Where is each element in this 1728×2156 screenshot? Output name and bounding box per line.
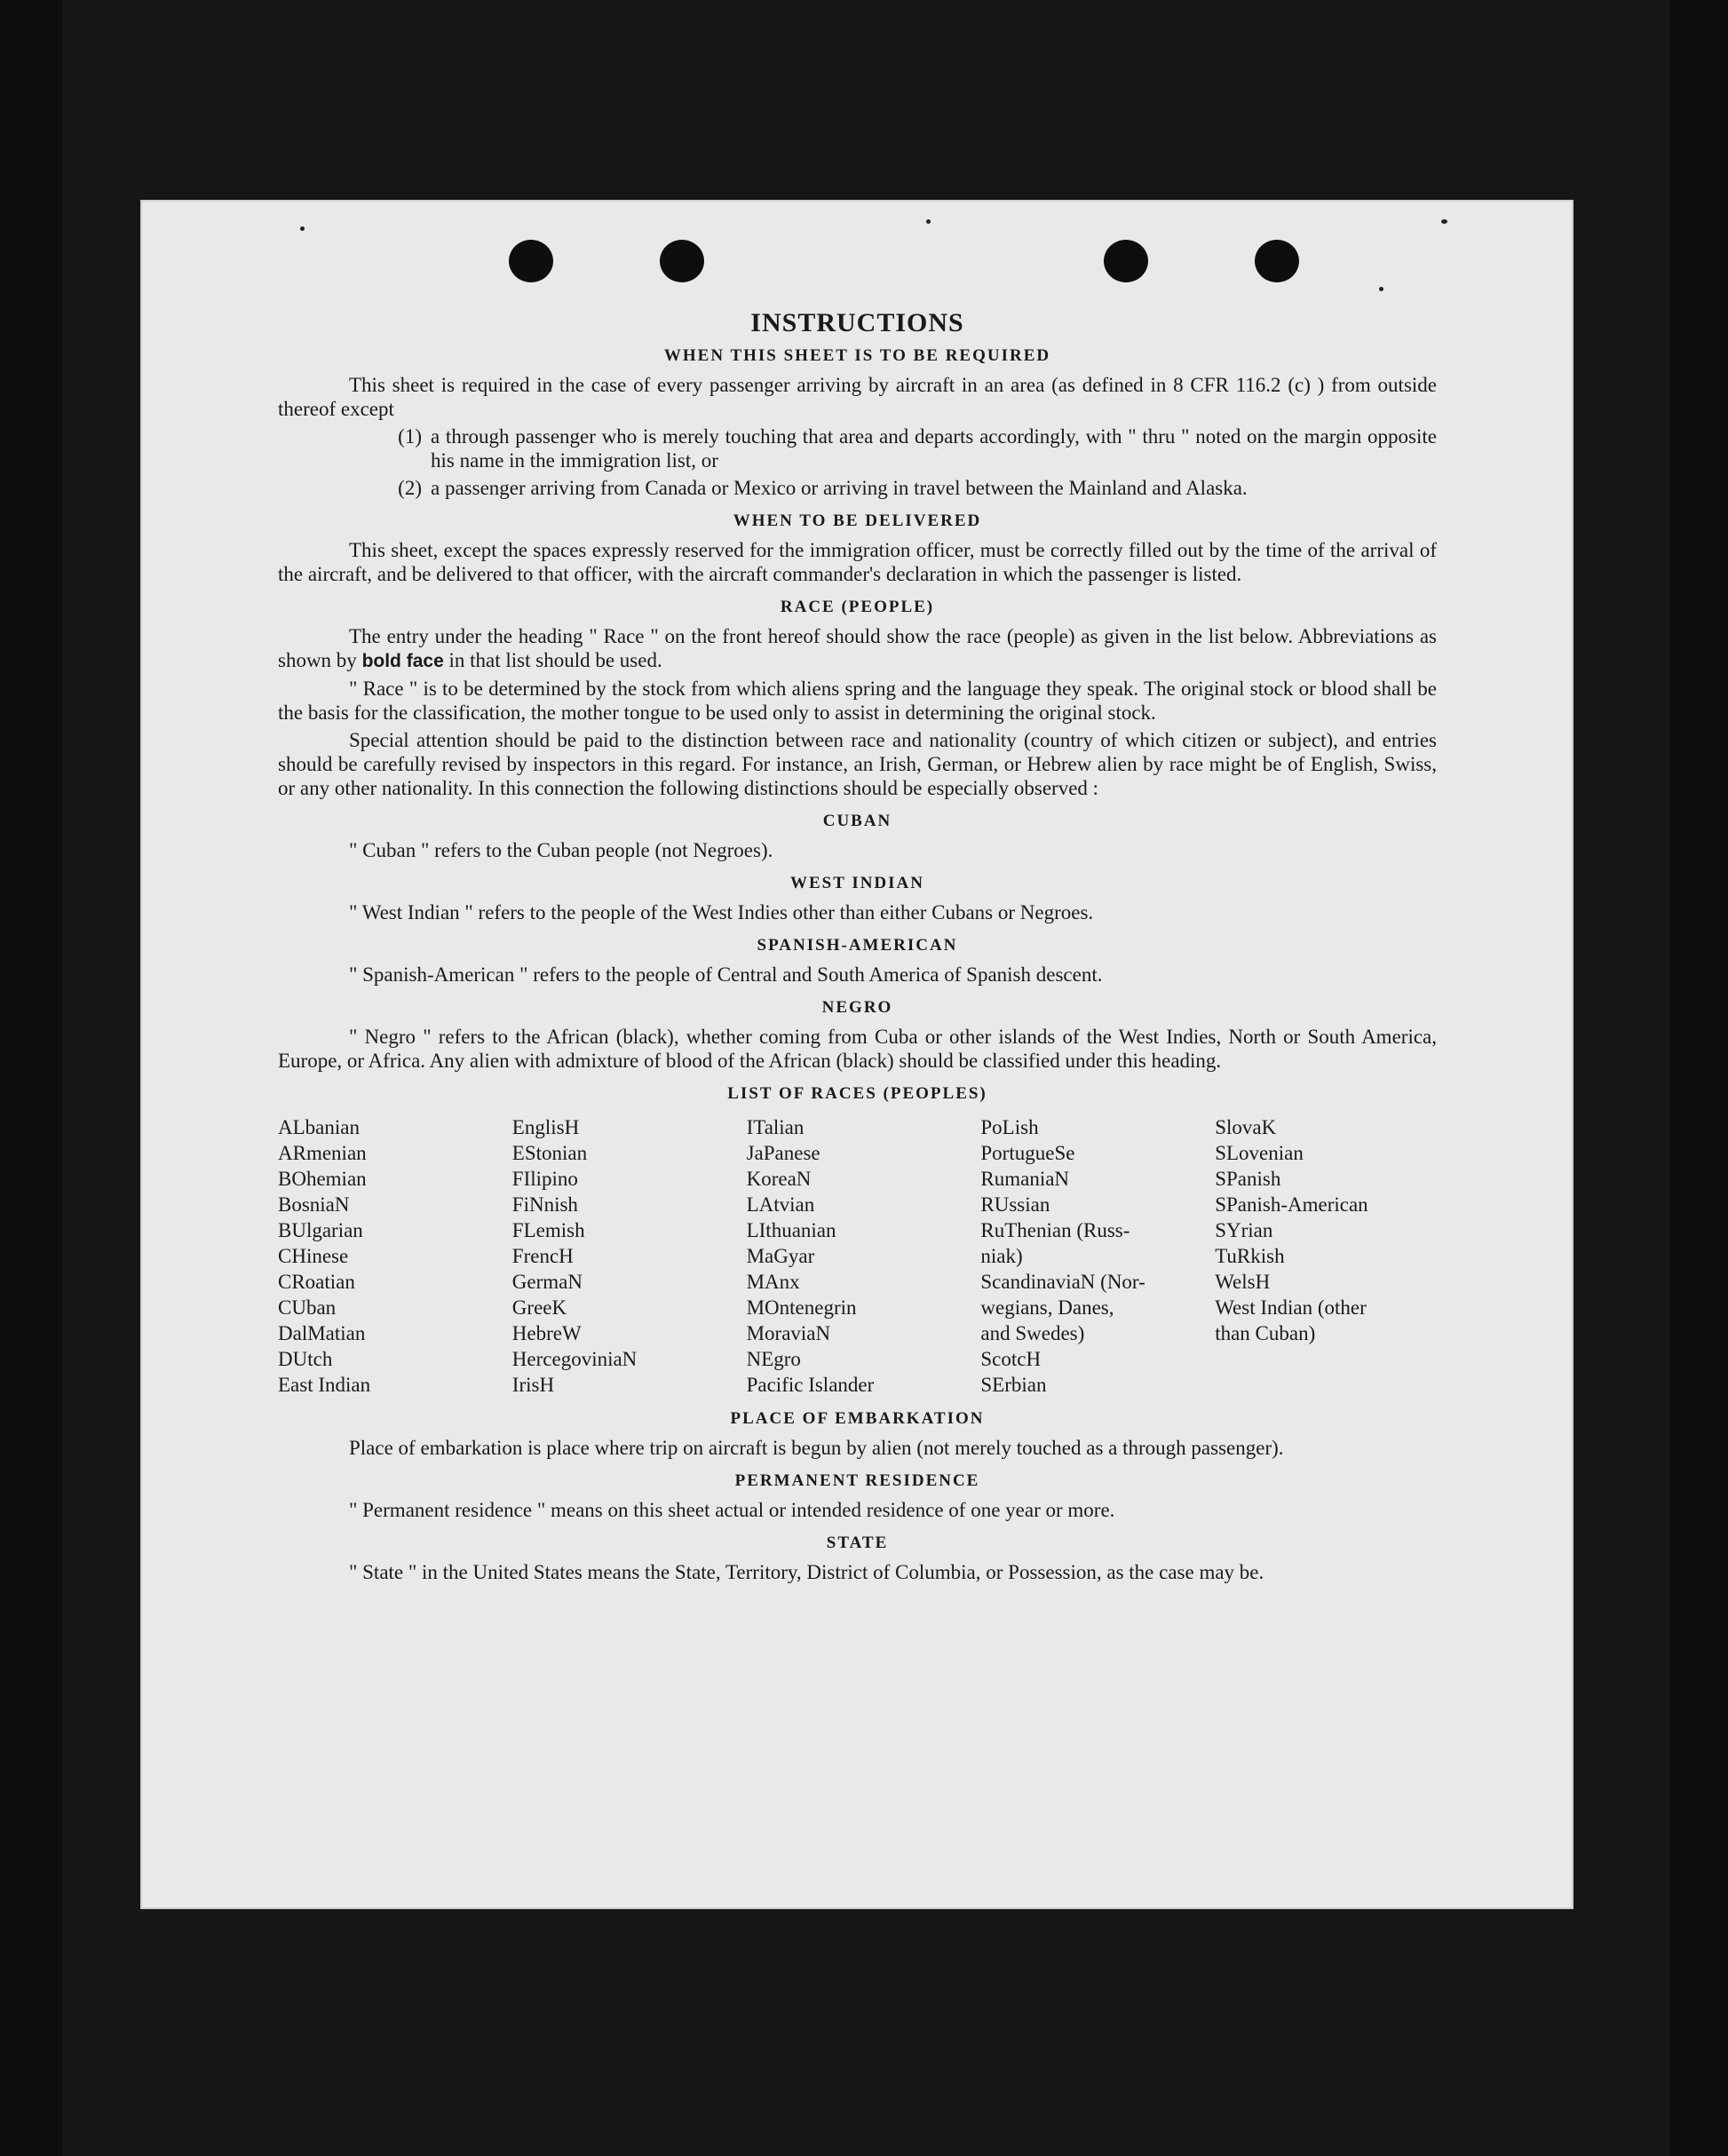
race-entry: MoraviaN bbox=[746, 1322, 831, 1344]
heading-state: STATE bbox=[826, 1534, 889, 1552]
race-entry: PoLish bbox=[980, 1116, 1039, 1138]
speck bbox=[926, 219, 931, 224]
exception-item bbox=[278, 476, 1437, 500]
punch-hole bbox=[1104, 240, 1148, 282]
race-entry: Pacific Islander bbox=[746, 1374, 875, 1396]
negro-text: " Negro " refers to the African (black), whether coming from Cuba or other islands of the West Indies, North or South America, Europe, or Africa. Any alien with admixture of blood of the African (black) should be classified under this heading. bbox=[278, 1026, 1437, 1072]
race-entry: BOhemian bbox=[278, 1168, 367, 1190]
spanish-american-text: " Spanish-American " refers to the people of Central and South America of Spanish descent. bbox=[349, 963, 1103, 986]
race-paragraph-1 bbox=[278, 624, 1437, 673]
race-paragraph-2: " Race " is to be determined by the stock from which aliens spring and the language they speak. The original stock or blood shall be the basis for the classification, the mother tongue to be used only to assist in determining the original stock. bbox=[278, 678, 1437, 724]
race-entry: KoreaN bbox=[746, 1168, 812, 1190]
heading-list-of-races: LIST OF RACES (PEOPLES) bbox=[727, 1084, 987, 1103]
document-sheet bbox=[140, 200, 1573, 1909]
race-entry: GreeK bbox=[511, 1296, 567, 1319]
races-column bbox=[512, 1114, 734, 1398]
race-p1-bold: bold face bbox=[361, 651, 444, 671]
race-entry: EStonian bbox=[511, 1142, 588, 1164]
races-column bbox=[1215, 1114, 1437, 1398]
race-entry: LAtvian bbox=[746, 1193, 815, 1216]
race-entry: EnglisH bbox=[511, 1116, 580, 1138]
race-entry: FLemish bbox=[511, 1219, 585, 1241]
exception-list bbox=[278, 424, 1437, 500]
heading-residence: PERMANENT RESIDENCE bbox=[734, 1471, 980, 1490]
race-entry: RUssian bbox=[980, 1193, 1050, 1216]
speck bbox=[1379, 287, 1383, 291]
race-entry: IrisH bbox=[511, 1374, 555, 1396]
race-entry: PortugueSe bbox=[980, 1142, 1075, 1164]
delivered-text: This sheet, except the spaces expressly reserved for the immigration officer, must be correctly filled out by the time of the arrival of the aircraft, and be delivered to that officer, with the aircraft commander's declaration in which the passenger is listed. bbox=[278, 539, 1437, 585]
race-p1-end: in that list should be used. bbox=[443, 649, 662, 671]
race-entry: FrencH bbox=[511, 1245, 574, 1267]
heading-negro: NEGRO bbox=[821, 998, 893, 1017]
race-entry: DUtch bbox=[278, 1348, 333, 1370]
race-entry: SErbian bbox=[980, 1374, 1047, 1396]
race-entry: RumaniaN bbox=[980, 1168, 1070, 1190]
race-entry: HercegoviniaN bbox=[511, 1348, 638, 1370]
punch-hole bbox=[509, 240, 553, 282]
heading-embarkation: PLACE OF EMBARKATION bbox=[730, 1409, 985, 1428]
race-entry: DalMatian bbox=[278, 1322, 366, 1344]
heading-west-indian: WEST INDIAN bbox=[790, 874, 924, 892]
races-column bbox=[747, 1114, 969, 1398]
cuban-text: " Cuban " refers to the Cuban people (not Negroes). bbox=[349, 839, 773, 861]
exception-number: (2) bbox=[398, 477, 422, 499]
heading-race: RACE (PEOPLE) bbox=[780, 598, 935, 616]
residence-text: " Permanent residence " means on this sheet actual or intended residence of one year or more. bbox=[349, 1499, 1115, 1521]
race-entry: SlovaK bbox=[1215, 1116, 1277, 1138]
race-entry: FIlipino bbox=[511, 1168, 578, 1190]
race-entry: SLovenian bbox=[1215, 1142, 1304, 1164]
race-entry: East Indian bbox=[278, 1374, 371, 1396]
embarkation-text: Place of embarkation is place where trip on aircraft is begun by alien (not merely touched as a through passenger). bbox=[349, 1437, 1284, 1459]
west-indian-text: " West Indian " refers to the people of the West Indies other than either Cubans or Negroes. bbox=[349, 901, 1094, 923]
heading-delivered: WHEN TO BE DELIVERED bbox=[733, 511, 982, 530]
race-paragraph-3: Special attention should be paid to the distinction between race and nationality (country of which citizen or subject), and entries should be carefully revised by inspectors in this regard. For instance, an Irish, German, or Hebrew alien by race might be of English, Swiss, or any other nationality. In this connection the following distinctions should be especially observed : bbox=[278, 729, 1437, 799]
heading-cuban: CUBAN bbox=[822, 812, 892, 830]
exception-text: a passenger arriving from Canada or Mexico or arriving in travel between the Mainland and Alaska. bbox=[431, 477, 1248, 499]
race-entry: MaGyar bbox=[746, 1245, 815, 1267]
race-entry: MAnx bbox=[746, 1271, 800, 1293]
race-entry: SPanish-American bbox=[1215, 1193, 1368, 1216]
race-entry: BUlgarian bbox=[278, 1219, 363, 1241]
race-entry: JaPanese bbox=[746, 1142, 820, 1164]
race-entry: ScotcH bbox=[980, 1348, 1042, 1370]
exception-text: a through passenger who is merely touching that area and departs accordingly, with " thru " noted on the margin opposite his name in the immigration list, or bbox=[431, 425, 1437, 472]
page-title: INSTRUCTIONS bbox=[750, 308, 964, 337]
speck bbox=[300, 226, 305, 231]
race-entry: RuThenian (Russ- niak) bbox=[980, 1219, 1130, 1267]
races-column bbox=[980, 1114, 1202, 1398]
race-entry: GermaN bbox=[511, 1271, 583, 1293]
punch-hole bbox=[1255, 240, 1299, 282]
race-entry: West Indian (other than Cuban) bbox=[1215, 1296, 1367, 1344]
heading-spanish-american: SPANISH-AMERICAN bbox=[757, 936, 958, 955]
races-column bbox=[278, 1114, 500, 1398]
race-entry: FiNnish bbox=[511, 1193, 578, 1216]
race-entry: ScandinaviaN (Nor- wegians, Danes, and Swedes) bbox=[980, 1271, 1145, 1344]
race-entry: CHinese bbox=[278, 1245, 349, 1267]
race-entry: MOntenegrin bbox=[746, 1296, 857, 1319]
races-list bbox=[278, 1114, 1437, 1398]
race-p1-start: The entry under the heading " Race " on the front hereof should show the race (people) as given in the list below. Abbreviations as shown by bbox=[278, 625, 1437, 671]
race-entry: SYrian bbox=[1215, 1219, 1273, 1241]
heading-required: WHEN THIS SHEET IS TO BE REQUIRED bbox=[663, 346, 1051, 365]
race-entry: WelsH bbox=[1215, 1271, 1271, 1293]
race-entry: HebreW bbox=[511, 1322, 582, 1344]
punch-hole bbox=[660, 240, 704, 282]
state-text: " State " in the United States means the State, Territory, District of Columbia, or Possession, as the case may be. bbox=[349, 1561, 1264, 1583]
required-intro: This sheet is required in the case of every passenger arriving by aircraft in an area (as defined in 8 CFR 116.2 (c) ) from outside thereof except bbox=[278, 374, 1437, 420]
race-entry: CRoatian bbox=[278, 1271, 355, 1293]
instructions-content bbox=[278, 308, 1437, 1588]
race-entry: TuRkish bbox=[1215, 1245, 1285, 1267]
race-entry: ARmenian bbox=[278, 1142, 367, 1164]
speck bbox=[1441, 219, 1447, 224]
race-entry: BosniaN bbox=[278, 1193, 350, 1216]
race-entry: NEgro bbox=[746, 1348, 801, 1370]
race-entry: ALbanian bbox=[278, 1116, 360, 1138]
race-entry: SPanish bbox=[1215, 1168, 1281, 1190]
race-entry: LIthuanian bbox=[746, 1219, 836, 1241]
exception-number: (1) bbox=[398, 425, 422, 448]
exception-item bbox=[278, 424, 1437, 472]
race-entry: CUban bbox=[278, 1296, 337, 1319]
race-entry: ITalian bbox=[746, 1116, 805, 1138]
